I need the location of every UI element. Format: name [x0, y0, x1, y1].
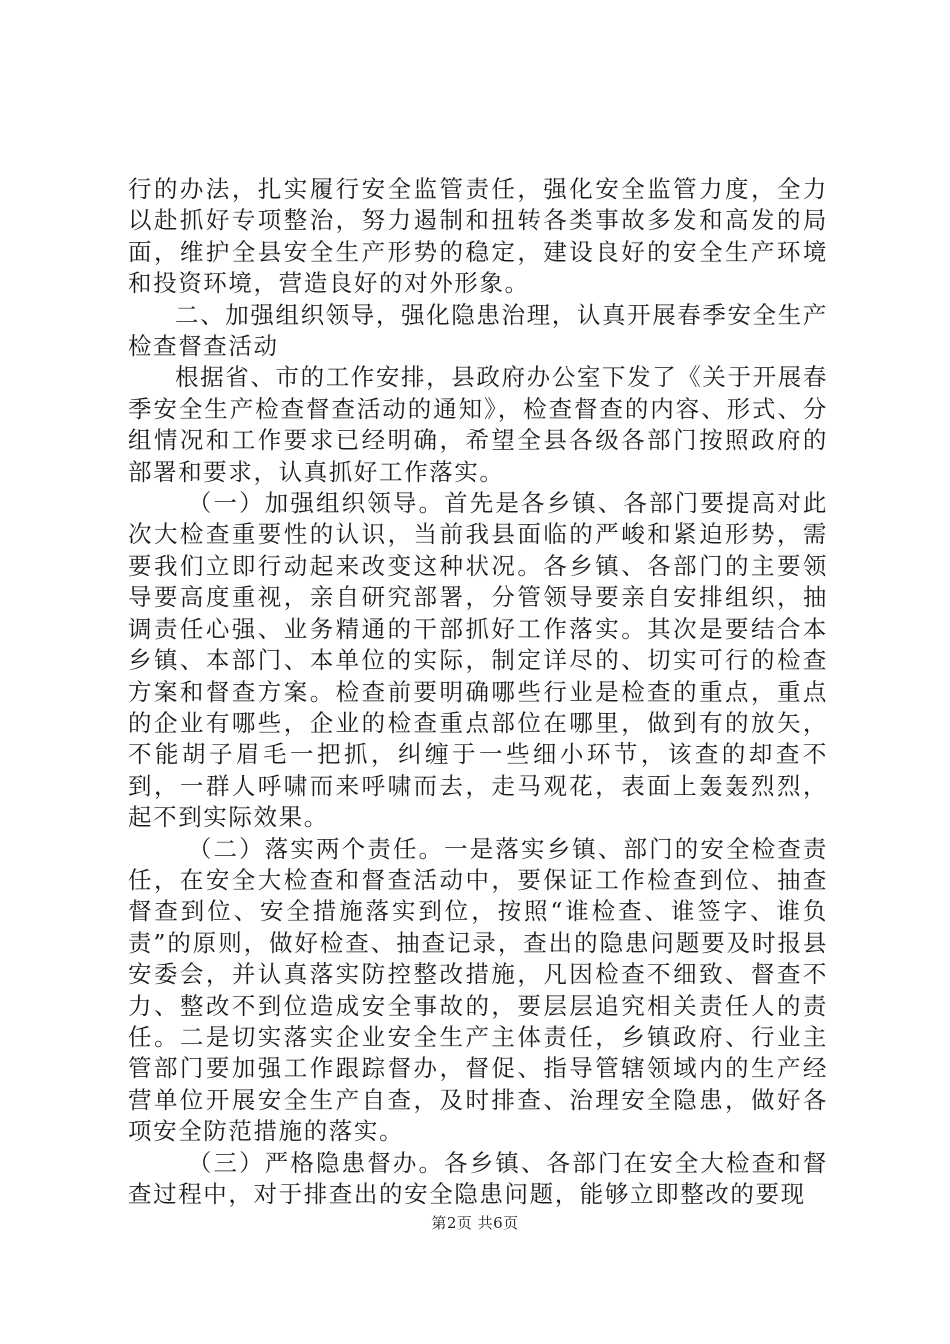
paragraph-item-2: （二）落实两个责任。一是落实乡镇、部门的安全检查责任，在安全大检查和督查活动中，要保证工作检查到位、抽查督查到位、安全措施落实到位，按照“谁检查、谁签字、谁负责”的原则，做好检查、抽查记录，查出的隐患问题要及时报县安委会，并认真落实防控整改措施，凡因检查不细致、督查不力、整改不到位造成安全事故的，要层层追究相关责任人的责任。二是切实落实企业安全生产主体责任，乡镇政府、行业主管部门要加强工作跟踪督办，督促、指导管辖领域内的生产经营单位开展安全生产自查，及时排查、治理安全隐患，做好各项安全防范措施的落实。	[128, 834, 828, 1146]
paragraph-item-1: （一）加强组织领导。首先是各乡镇、各部门要提高对此次大检查重要性的认识，当前我县面临的严峻和紧迫形势，需要我们立即行动起来改变这种状况。各乡镇、各部门的主要领导要高度重视，亲自研究部署，分管领导要亲自安排组织，抽调责任心强、业务精通的干部抓好工作落实。其次是要结合本乡镇、本部门、本单位的实际，制定详尽的、切实可行的检查方案和督查方案。检查前要明确哪些行业是检查的重点，重点的企业有哪些，企业的检查重点部位在哪里，做到有的放矢，不能胡子眉毛一把抓，纠缠于一些细小环节，该查的却查不到，一群人呼啸而来呼啸而去，走马观花，表面上轰轰烈烈，起不到实际效果。	[128, 489, 828, 832]
page-number-footer: 第2页 共6页	[431, 1214, 519, 1232]
paragraph-continuation: 行的办法，扎实履行安全监管责任，强化安全监管力度，全力以赴抓好专项整治，努力遏制和扭转各类事故多发和高发的局面，维护全县安全生产形势的稳定，建设良好的安全生产环境和投资环境，营造良好的对外形象。	[128, 175, 828, 298]
paragraph-arrangement: 根据省、市的工作安排，县政府办公室下发了《关于开展春季安全生产检查督查活动的通知》，检查督查的内容、形式、分组情况和工作要求已经明确，希望全县各级各部门按照政府的部署和要求，认真抓好工作落实。	[128, 363, 828, 486]
document-body	[128, 174, 828, 1210]
section-heading: 二、加强组织领导，强化隐患治理，认真开展春季安全生产检查督查活动	[128, 300, 828, 361]
paragraph-item-3: （三）严格隐患督办。各乡镇、各部门在安全大检查和督查过程中，对于排查出的安全隐患问题，能够立即整改的要现	[128, 1148, 828, 1208]
